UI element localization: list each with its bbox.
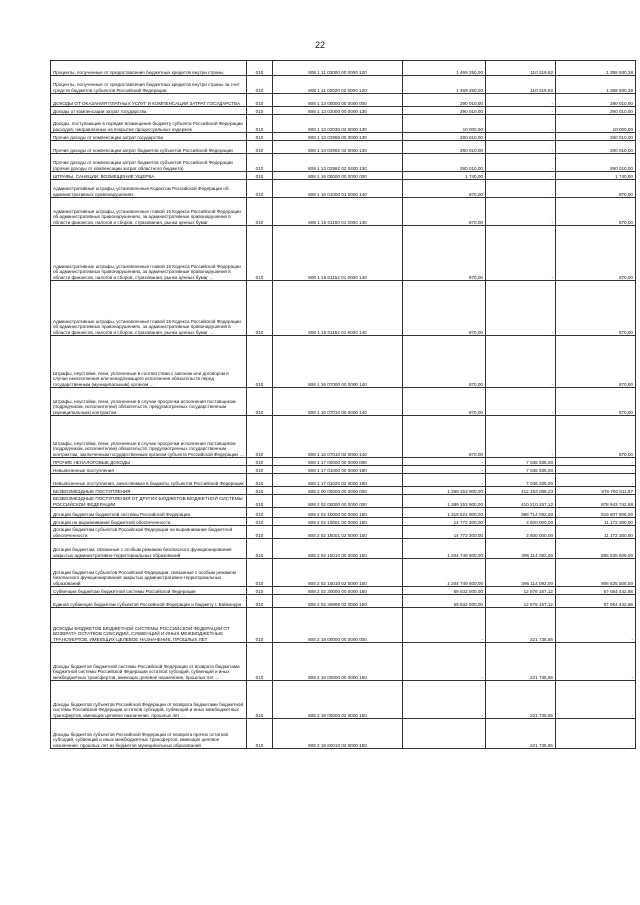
row-unexecuted-cell: 876 700 811,67 <box>556 487 636 495</box>
row-approved-cell: 10 000,00 <box>403 115 486 133</box>
row-unexecuted-cell: 280 010,00 <box>556 133 636 141</box>
row-kbk-cell: 808 1 17 01020 02 0000 180 <box>273 474 403 487</box>
row-approved-cell: 69 632 000,00 <box>403 595 486 608</box>
row-code-cell: 010 <box>247 141 273 154</box>
row-code-cell: 010 <box>247 595 273 608</box>
row-approved-cell: 1 740,00 <box>403 172 486 180</box>
table-row <box>51 388 636 416</box>
row-code-cell: 010 <box>247 466 273 474</box>
row-code-cell: 010 <box>247 198 273 226</box>
row-code-cell: 010 <box>247 681 273 719</box>
row-approved-cell: - <box>403 681 486 719</box>
row-executed-cell: - <box>486 336 556 388</box>
table-row <box>51 559 636 587</box>
row-code-cell: 010 <box>247 458 273 466</box>
row-executed-cell: 3 600 000,00 <box>486 526 556 539</box>
row-code-cell: 010 <box>247 495 273 508</box>
row-approved-cell: - <box>403 643 486 681</box>
row-executed-cell: 12 576 157,12 <box>486 595 556 608</box>
row-unexecuted-cell: 290 010,00 <box>556 94 636 107</box>
table-row <box>51 587 636 595</box>
row-name-cell: Доходы бюджетов субъектов Российской Федерации от возврата прочих остатков субсидий, субвенций и иных межбюджетных трансфертов, имеющих целевое назначение, прошлых лет из бюджетов муниципальных образований <box>51 719 247 749</box>
row-approved-cell: 280 010,00 <box>403 154 486 172</box>
row-approved-cell: 280 010,00 <box>403 141 486 154</box>
row-code-cell: 010 <box>247 526 273 539</box>
row-code-cell: 010 <box>247 508 273 518</box>
table-row <box>51 141 636 154</box>
row-kbk-cell: 808 1 16 01152 01 9000 140 <box>273 281 403 336</box>
row-name-cell: Невыясненные поступления, зачисляемые в бюджеты субъектов Российской Федерации <box>51 474 247 487</box>
row-code-cell: 010 <box>247 416 273 458</box>
row-name-cell: Дотации бюджетам субъектов Российской Федерации на выравнивание бюджетной обеспеченности <box>51 526 247 539</box>
row-name-cell: Невыясненные поступления <box>51 466 247 474</box>
row-approved-cell: 280 010,00 <box>403 133 486 141</box>
row-executed-cell: 396 114 092,00 <box>486 539 556 559</box>
row-executed-cell: 221 735,56 <box>486 719 556 749</box>
row-executed-cell: - <box>486 416 556 458</box>
row-code-cell: 010 <box>247 115 273 133</box>
row-code-cell: 010 <box>247 281 273 336</box>
row-kbk-cell: 808 1 13 02992 02 0000 130 <box>273 141 403 154</box>
row-approved-cell: - <box>403 719 486 749</box>
row-kbk-cell: 808 1 16 01000 01 0000 140 <box>273 180 403 198</box>
row-executed-cell: 221 735,56 <box>486 608 556 643</box>
row-approved-cell: 1 204 749 600,00 <box>403 559 486 587</box>
row-code-cell: 010 <box>247 133 273 141</box>
row-unexecuted-cell: 1 358 930,38 <box>556 61 636 76</box>
row-unexecuted-cell: 870,00 <box>556 226 636 281</box>
row-unexecuted-cell: 870,00 <box>556 388 636 416</box>
row-unexecuted-cell: 1 358 930,38 <box>556 76 636 94</box>
table-row <box>51 172 636 180</box>
row-kbk-cell: 808 1 16 01150 01 0000 140 <box>273 198 403 226</box>
row-kbk-cell: 808 2 18 00000 02 0000 150 <box>273 681 403 719</box>
row-kbk-cell: 808 1 13 00000 00 0000 000 <box>273 94 403 107</box>
row-code-cell: 010 <box>247 226 273 281</box>
row-executed-cell: - <box>486 172 556 180</box>
row-code-cell: 010 <box>247 76 273 94</box>
row-executed-cell: 221 735,56 <box>486 643 556 681</box>
row-kbk-cell: 808 2 02 39998 02 0000 150 <box>273 595 403 608</box>
table-row <box>51 508 636 518</box>
page-number: 22 <box>314 40 325 50</box>
row-name-cell: Доходы бюджетов бюджетной системы Российской Федерации от возврата бюджетами бюджетной системы Российской Федерации остатков субсидий, субвенций и иных межбюджетных трансфертов, имеющих целевое назначение, прошлых лет … <box>51 643 247 681</box>
row-kbk-cell: 808 1 17 00000 00 0000 000 <box>273 458 403 466</box>
row-approved-cell: - <box>403 458 486 466</box>
row-approved-cell: 290 010,00 <box>403 107 486 115</box>
row-code-cell: 010 <box>247 518 273 526</box>
table-row <box>51 416 636 458</box>
row-kbk-cell: 808 2 02 15010 00 0000 150 <box>273 539 403 559</box>
row-name-cell: Прочие доходы от компенсации затрат бюджетов субъектов Российской Федерации (прочие доходы от компенсации затрат областного бюджета) <box>51 154 247 172</box>
row-code-cell: 010 <box>247 388 273 416</box>
table-row <box>51 115 636 133</box>
row-executed-cell: 7 036 336,00 <box>486 474 556 487</box>
row-approved-cell: - <box>403 474 486 487</box>
row-code-cell: 010 <box>247 643 273 681</box>
table-row <box>51 643 636 681</box>
row-kbk-cell: 808 2 00 00000 00 0000 000 <box>273 487 403 495</box>
row-unexecuted-cell: 870,00 <box>556 336 636 388</box>
row-executed-cell: - <box>486 388 556 416</box>
row-kbk-cell: 808 2 02 10000 00 0000 150 <box>273 508 403 518</box>
row-code-cell: 010 <box>247 559 273 587</box>
row-approved-cell: 870,00 <box>403 180 486 198</box>
row-name-cell: Доходы бюджетов субъектов Российской Федерации от возврата бюджетами бюджетной системы Российской Федерации остатков субсидий, субвенций и иных межбюджетных трансфертов, имеющих целевое назначение, прошлых лет … <box>51 681 247 719</box>
row-executed-cell: - <box>486 226 556 281</box>
table-row <box>51 487 636 495</box>
table-row <box>51 281 636 336</box>
row-code-cell: 010 <box>247 94 273 107</box>
revenue-table <box>50 60 636 749</box>
row-code-cell: 010 <box>247 336 273 388</box>
row-name-cell: Административные штрафы, установленные главой 15 Кодекса Российской Федерации об административных правонарушениях, за административные правонарушения в области финансов, налогов и сборов, страхования, рынка ценных бумаг … <box>51 281 247 336</box>
row-name-cell: Единая субвенция бюджетам субъектов Российской Федерации и бюджету г. Байконура <box>51 595 247 608</box>
row-unexecuted-cell: 57 054 442,88 <box>556 587 636 595</box>
row-name-cell: Субвенции бюджетам бюджетной системы Российской Федерации <box>51 587 247 595</box>
table-row <box>51 539 636 559</box>
row-unexecuted-cell: 290 010,00 <box>556 107 636 115</box>
row-code-cell: 010 <box>247 107 273 115</box>
table-row <box>51 474 636 487</box>
row-name-cell: Административные штрафы, установленные главой 15 Кодекса Российской Федерации об административных правонарушениях, за административные правонарушения в области финансов, налогов и сборов, страхования, рынка ценных бумаг <box>51 198 247 226</box>
row-executed-cell: - <box>486 115 556 133</box>
row-code-cell: 010 <box>247 608 273 643</box>
row-unexecuted-cell: 870,00 <box>556 416 636 458</box>
row-executed-cell: - <box>486 141 556 154</box>
row-code-cell: 010 <box>247 719 273 749</box>
row-approved-cell: - <box>403 466 486 474</box>
row-kbk-cell: 808 2 02 00000 00 0000 000 <box>273 495 403 508</box>
row-approved-cell: 870,00 <box>403 388 486 416</box>
row-unexecuted-cell: 280 010,00 <box>556 141 636 154</box>
table-row <box>51 336 636 388</box>
row-kbk-cell: 808 1 13 02992 02 0400 130 <box>273 154 403 172</box>
row-executed-cell: 412 453 088,23 <box>486 487 556 495</box>
row-name-cell: БЕЗВОЗМЕЗДНЫЕ ПОСТУПЛЕНИЯ ОТ ДРУГИХ БЮДЖЕТОВ БЮДЖЕТНОЙ СИСТЕМЫ РОССИЙСКОЙ ФЕДЕРАЦИИ <box>51 495 247 508</box>
row-name-cell: Прочие доходы от компенсации затрат государства <box>51 133 247 141</box>
row-name-cell: Доходы от компенсации затрат государства <box>51 107 247 115</box>
row-kbk-cell: 808 1 16 07010 00 0000 140 <box>273 388 403 416</box>
row-kbk-cell: 808 1 16 07000 00 0000 140 <box>273 336 403 388</box>
table-row <box>51 133 636 141</box>
row-kbk-cell: 808 2 18 00000 00 0000 150 <box>273 643 403 681</box>
row-unexecuted-cell: 819 807 808,00 <box>556 508 636 518</box>
row-executed-cell: - <box>486 281 556 336</box>
table-row <box>51 495 636 508</box>
row-kbk-cell: 808 2 02 15010 02 0000 150 <box>273 559 403 587</box>
row-executed-cell: 389 714 092,00 <box>486 508 556 518</box>
row-unexecuted-cell: - <box>556 466 636 474</box>
table-row <box>51 76 636 94</box>
table-row <box>51 608 636 643</box>
table-row <box>51 526 636 539</box>
row-executed-cell: 3 600 000,00 <box>486 518 556 526</box>
row-kbk-cell: 808 1 11 03000 00 0000 120 <box>273 61 403 76</box>
row-kbk-cell: 808 1 16 00000 00 0000 000 <box>273 172 403 180</box>
table-row <box>51 226 636 281</box>
row-name-cell: Проценты, полученные от предоставления бюджетных кредитов внутри страны <box>51 61 247 76</box>
row-executed-cell: 396 114 092,00 <box>486 559 556 587</box>
row-approved-cell: 1 289 153 900,00 <box>403 495 486 508</box>
table-row <box>51 154 636 172</box>
row-name-cell: Штрафы, неустойки, пени, уплаченные в соответствии с законом или договором в случае неисполнения или ненадлежащего исполнения обязательств перед государственным (муниципальным) органом … <box>51 336 247 388</box>
row-unexecuted-cell: - <box>556 719 636 749</box>
row-executed-cell: 410 210 157,12 <box>486 495 556 508</box>
row-executed-cell: - <box>486 107 556 115</box>
row-kbk-cell: 808 1 16 01152 01 0000 140 <box>273 226 403 281</box>
row-code-cell: 010 <box>247 154 273 172</box>
row-unexecuted-cell: 11 172 300,00 <box>556 526 636 539</box>
table-row <box>51 180 636 198</box>
row-kbk-cell: 808 1 13 02030 02 0000 130 <box>273 115 403 133</box>
table-row <box>51 107 636 115</box>
row-unexecuted-cell: 57 054 442,88 <box>556 595 636 608</box>
row-kbk-cell: 808 2 02 15001 00 0000 150 <box>273 518 403 526</box>
row-executed-cell: - <box>486 180 556 198</box>
row-unexecuted-cell: 808 635 508,00 <box>556 559 636 587</box>
row-unexecuted-cell: 280 010,00 <box>556 154 636 172</box>
row-unexecuted-cell: - <box>556 643 636 681</box>
row-name-cell: Дотации бюджетам субъектов Российской Федерации, связанные с особым режимом безопасного функционирования закрытых административно-территориальных образований <box>51 559 247 587</box>
row-approved-cell: 1 204 749 600,00 <box>403 539 486 559</box>
row-unexecuted-cell: 870,00 <box>556 198 636 226</box>
row-name-cell: Административные штрафы, установленные главой 15 Кодекса Российской Федерации об административных правонарушениях, за административные правонарушения в области финансов, налогов и сборов, страхования, рынка ценных бумаг … <box>51 226 247 281</box>
row-code-cell: 010 <box>247 539 273 559</box>
row-unexecuted-cell: - <box>556 474 636 487</box>
row-name-cell: ШТРАФЫ, САНКЦИИ, ВОЗМЕЩЕНИЕ УЩЕРБА <box>51 172 247 180</box>
table-row <box>51 518 636 526</box>
table-row <box>51 681 636 719</box>
row-name-cell: ДОХОДЫ ОТ ОКАЗАНИЯ ПЛАТНЫХ УСЛУГ И КОМПЕНСАЦИИ ЗАТРАТ ГОСУДАРСТВА <box>51 94 247 107</box>
row-name-cell: ДОХОДЫ БЮДЖЕТОВ БЮДЖЕТНОЙ СИСТЕМЫ РОССИЙСКОЙ ФЕДЕРАЦИИ ОТ ВОЗВРАТА ОСТАТКОВ СУБСИДИЙ, СУБВЕНЦИЙ И ИНЫХ МЕЖБЮДЖЕТНЫХ ТРАНСФЕРТОВ, ИМЕЮЩИХ ЦЕЛЕВОЕ НАЗНАЧЕНИЕ, ПРОШЛЫХ ЛЕТ <box>51 608 247 643</box>
row-approved-cell: 1 219 521 900,00 <box>403 508 486 518</box>
row-code-cell: 010 <box>247 474 273 487</box>
row-approved-cell: 870,00 <box>403 416 486 458</box>
row-executed-cell: - <box>486 133 556 141</box>
row-unexecuted-cell: 1 740,00 <box>556 172 636 180</box>
row-unexecuted-cell: - <box>556 608 636 643</box>
row-approved-cell: - <box>403 608 486 643</box>
row-unexecuted-cell: - <box>556 458 636 466</box>
row-unexecuted-cell: 870,00 <box>556 180 636 198</box>
row-kbk-cell: 808 1 16 07010 02 0000 140 <box>273 416 403 458</box>
row-executed-cell: - <box>486 198 556 226</box>
row-kbk-cell: 808 1 13 02000 00 0000 130 <box>273 107 403 115</box>
table-row <box>51 719 636 749</box>
row-executed-cell: - <box>486 94 556 107</box>
row-approved-cell: 1 289 153 900,00 <box>403 487 486 495</box>
row-executed-cell: 221 735,56 <box>486 681 556 719</box>
row-name-cell: Прочие доходы от компенсации затрат бюджетов субъектов Российской Федерации <box>51 141 247 154</box>
row-executed-cell: 7 036 336,00 <box>486 466 556 474</box>
row-unexecuted-cell: - <box>556 681 636 719</box>
row-approved-cell: 14 772 300,00 <box>403 526 486 539</box>
row-executed-cell: - <box>486 154 556 172</box>
revenue-table-body <box>51 61 636 749</box>
row-executed-cell: 110 319,62 <box>486 76 556 94</box>
row-kbk-cell: 808 1 11 03020 02 0000 120 <box>273 76 403 94</box>
row-kbk-cell: 808 2 18 00000 00 0000 000 <box>273 608 403 643</box>
row-approved-cell: 69 632 000,00 <box>403 587 486 595</box>
row-name-cell: Проценты, полученные от предоставления бюджетных кредитов внутри страны за счет средств бюджетов субъектов Российской Федерации <box>51 76 247 94</box>
row-approved-cell: 870,00 <box>403 336 486 388</box>
row-kbk-cell: 808 2 18 60010 02 0000 150 <box>273 719 403 749</box>
row-name-cell: Штрафы, неустойки, пени, уплаченные в случае просрочки исполнения поставщиком (подрядчиком, исполнителем) обязательств, предусмотренных государственным (муниципальным) контрактом <box>51 388 247 416</box>
row-name-cell: Доходы, поступающие в порядке возмещения бюджету субъекта Российской Федерации расходов, направленных на покрытие процессуальных издержек <box>51 115 247 133</box>
row-approved-cell: 1 469 250,00 <box>403 76 486 94</box>
row-unexecuted-cell: 10 000,00 <box>556 115 636 133</box>
table-row <box>51 198 636 226</box>
row-executed-cell: 110 319,62 <box>486 61 556 76</box>
row-unexecuted-cell: 808 635 508,00 <box>556 539 636 559</box>
row-approved-cell: 870,00 <box>403 281 486 336</box>
row-code-cell: 010 <box>247 487 273 495</box>
row-code-cell: 010 <box>247 172 273 180</box>
table-row <box>51 94 636 107</box>
row-approved-cell: 870,00 <box>403 226 486 281</box>
row-approved-cell: 290 010,00 <box>403 94 486 107</box>
row-code-cell: 010 <box>247 61 273 76</box>
row-kbk-cell: 808 2 02 30000 00 0000 150 <box>273 587 403 595</box>
row-kbk-cell: 808 1 17 01000 00 0000 180 <box>273 466 403 474</box>
row-name-cell: Штрафы, неустойки, пени, уплаченные в случае просрочки исполнения поставщиком (подрядчиком, исполнителем) обязательств, предусмотренных государственным контрактом, заключенным государственным органом субъекта Российской Федерации … <box>51 416 247 458</box>
row-name-cell: БЕЗВОЗМЕЗДНЫЕ ПОСТУПЛЕНИЯ <box>51 487 247 495</box>
row-unexecuted-cell: 878 943 742,88 <box>556 495 636 508</box>
row-executed-cell: 7 036 336,00 <box>486 458 556 466</box>
row-code-cell: 010 <box>247 180 273 198</box>
row-approved-cell: 1 469 250,00 <box>403 61 486 76</box>
table-row <box>51 458 636 466</box>
table-row <box>51 466 636 474</box>
row-code-cell: 010 <box>247 587 273 595</box>
row-executed-cell: 12 576 157,12 <box>486 587 556 595</box>
row-unexecuted-cell: 11 172 300,00 <box>556 518 636 526</box>
table-row <box>51 595 636 608</box>
row-kbk-cell: 808 1 13 02990 00 0000 130 <box>273 133 403 141</box>
row-kbk-cell: 808 2 02 15001 02 0000 150 <box>273 526 403 539</box>
row-approved-cell: 870,00 <box>403 198 486 226</box>
row-name-cell: Дотации бюджетам, связанные с особым режимом безопасного функционирования закрытых административно-территориальных образований <box>51 539 247 559</box>
row-name-cell: Дотации бюджетам бюджетной системы Российской Федерации <box>51 508 247 518</box>
row-name-cell: Административные штрафы, установленные Кодексом Российской Федерации об административных правонарушениях <box>51 180 247 198</box>
row-name-cell: Дотации на выравнивание бюджетной обеспеченности <box>51 518 247 526</box>
row-approved-cell: 14 772 300,00 <box>403 518 486 526</box>
row-unexecuted-cell: 870,00 <box>556 281 636 336</box>
table-row <box>51 61 636 76</box>
row-name-cell: ПРОЧИЕ НЕНАЛОГОВЫЕ ДОХОДЫ <box>51 458 247 466</box>
